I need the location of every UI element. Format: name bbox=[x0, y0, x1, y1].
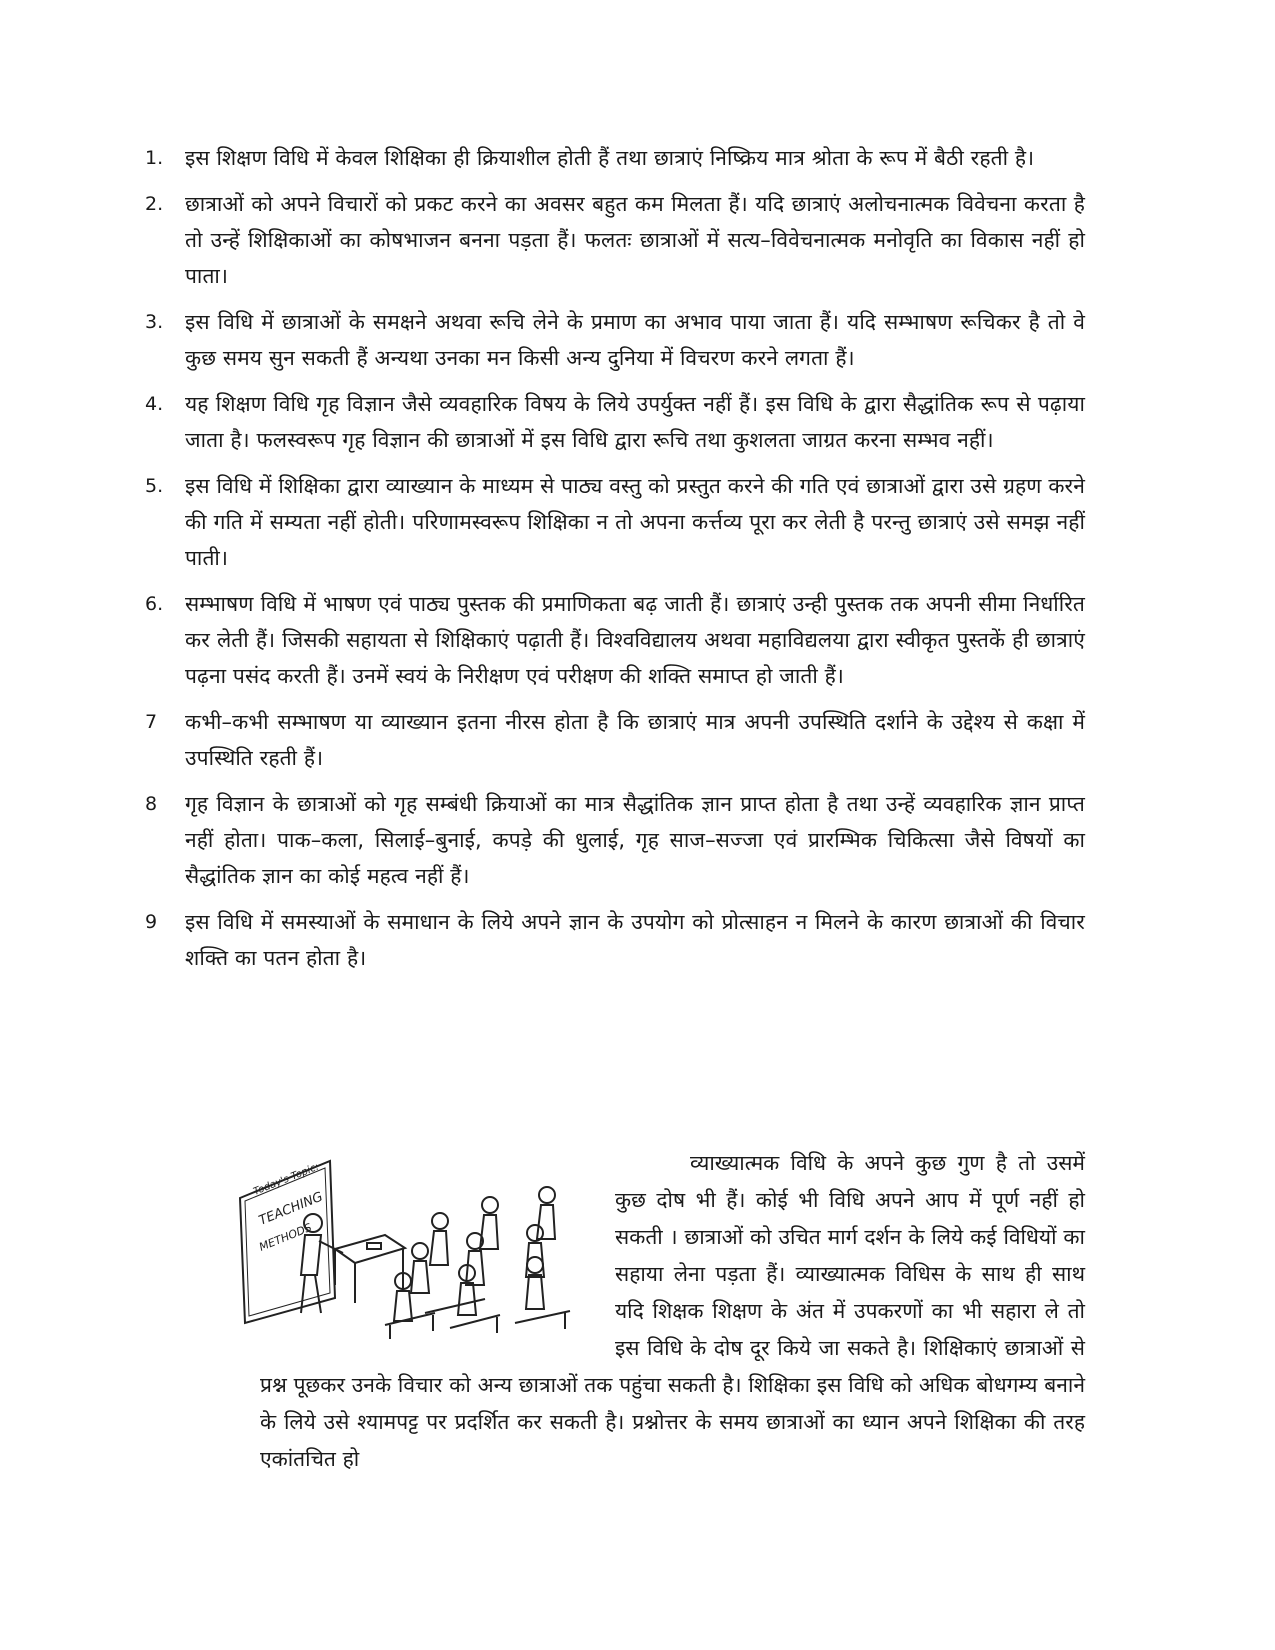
list-item bbox=[145, 786, 1085, 894]
list-item bbox=[145, 140, 1085, 176]
classroom-drawing bbox=[235, 1153, 590, 1343]
list-item bbox=[145, 704, 1085, 776]
list-number: 5. bbox=[145, 475, 164, 497]
list-number: 9 bbox=[145, 911, 158, 933]
list-number: 3. bbox=[145, 311, 164, 333]
list-text: छात्राओं को अपने विचारों को प्रकट करने का अवसर बहुत कम मिलता हैं। यदि छात्राएं अलोचनात्मक विवेचना करता है तो उन्हें शिक्षिकाओं का कोषभाजन बनना पड़ता हैं। फलतः छात्राओं में सत्य–विवेचनात्मक मनोवृति का विकास नहीं हो पाता। bbox=[185, 192, 1085, 288]
list-text: कभी–कभी सम्भाषण या व्याख्यान इतना नीरस होता है कि छात्राएं मात्र अपनी उपस्थिति दर्शाने के उद्देश्य से कक्षा में उपस्थिति रहती हैं। bbox=[185, 710, 1085, 770]
list-item bbox=[145, 904, 1085, 976]
list-number: 1. bbox=[145, 147, 164, 169]
list-item bbox=[145, 386, 1085, 458]
list-item bbox=[145, 186, 1085, 294]
list-number: 8 bbox=[145, 793, 158, 815]
list-text: सम्भाषण विधि में भाषण एवं पाठ्य पुस्तक की प्रमाणिकता बढ़ जाती हैं। छात्राएं उन्ही पुस्तक तक अपनी सीमा निर्धारित कर लेती हैं। जिसकी सहायता से शिक्षिकाएं पढ़ाती हैं। विश्वविद्यालय अथवा महाविद्यलया द्वारा स्वीकृत पुस्तकें ही छात्राएं पढ़ना पसंद करती हैं। उनमें स्वयं के निरीक्षण एवं परीक्षण की शक्ति समाप्त हो जाती हैं। bbox=[185, 592, 1085, 688]
list-number: 4. bbox=[145, 393, 164, 415]
list-text: इस शिक्षण विधि में केवल शिक्षिका ही क्रियाशील होती हैं तथा छात्राएं निष्क्रिय मात्र श्रोता के रूप में बैठी रहती है। bbox=[185, 146, 1035, 170]
list-item bbox=[145, 468, 1085, 576]
list-text: इस विधि में छात्राओं के समक्षने अथवा रूचि लेने के प्रमाण का अभाव पाया जाता हैं। यदि सम्भाषण रूचिकर है तो वे कुछ समय सुन सकती हैं अन्यथा उनका मन किसी अन्य दुनिया में विचरण करने लगता हैं। bbox=[185, 310, 1085, 370]
board-line-2: TEACHING bbox=[256, 1189, 326, 1229]
list-number: 7 bbox=[145, 711, 158, 733]
list-number: 2. bbox=[145, 193, 164, 215]
list-item bbox=[145, 304, 1085, 376]
list-text: यह शिक्षण विधि गृह विज्ञान जैसे व्यवहारिक विषय के लिये उपर्युक्त नहीं हैं। इस विधि के द्वारा सैद्धांतिक रूप से पढ़ाया जाता है। फलस्वरूप गृह विज्ञान की छात्राओं में इस विधि द्वारा रूचि तथा कुशलता जाग्रत करना सम्भव नहीं। bbox=[185, 392, 1085, 452]
board-line-3: METHODS bbox=[257, 1220, 314, 1254]
list-number: 6. bbox=[145, 593, 164, 615]
closing-paragraph: व्याख्यात्मक विधि के अपने कुछ गुण है तो उसमें कुछ दोष भी हैं। कोई भी विधि अपने आप में पूर्ण नहीं हो सकती । छात्राओं को उचित मार्ग दर्शन के लिये कई विधियों का सहाया लेना पड़ता हैं। व्याख्यात्मक विधिस के साथ ही साथ यदि शिक्षक शिक्षण के अंत में उपकरणों का भी सहारा ले तो इस विधि के दोष दूर किये जा सकते है। शिक्षिकाएं छात्राओं से प्रश्न पूछकर उनके विचार को अन्य छात्राओं तक पहुंचा सकती है। शिक्षिका इस विधि को अधिक बोधगम्य बनाने के लिये उसे श्यामपट्ट पर प्रदर्शित कर सकती है। प्रश्नोत्तर के समय छात्राओं का ध्यान अपने शिक्षिका की तरह एकांतचित हो bbox=[260, 1151, 1085, 1471]
classroom-illustration bbox=[235, 1153, 590, 1343]
numbered-list bbox=[145, 140, 1085, 986]
list-text: गृह विज्ञान के छात्राओं को गृह सम्बंधी क्रियाओं का मात्र सैद्धांतिक ज्ञान प्राप्त होता है तथा उन्हें व्यवहारिक ज्ञान प्राप्त नहीं होता। पाक–कला, सिलाई–बुनाई, कपड़े की धुलाई, गृह साज–सज्जा एवं प्रारम्भिक चिकित्सा जैसे विषयों का सैद्धांतिक ज्ञान का कोई महत्व नहीं हैं। bbox=[185, 792, 1085, 888]
closing-section bbox=[252, 1145, 1085, 1478]
list-text: इस विधि में समस्याओं के समाधान के लिये अपने ज्ञान के उपयोग को प्रोत्साहन न मिलने के कारण छात्राओं की विचार शक्ति का पतन होता है। bbox=[185, 910, 1085, 970]
list-text: इस विधि में शिक्षिका द्वारा व्याख्यान के माध्यम से पाठ्य वस्तु को प्रस्तुत करने की गति एवं छात्राओं द्वारा उसे ग्रहण करने की गति में सम्यता नहीं होती। परिणामस्वरूप शिक्षिका न तो अपना कर्त्तव्य पूरा कर लेती है परन्तु छात्राएं उसे समझ नहीं पाती। bbox=[185, 474, 1085, 570]
board-line-1: Today's Topic: bbox=[252, 1161, 321, 1198]
list-item bbox=[145, 586, 1085, 694]
